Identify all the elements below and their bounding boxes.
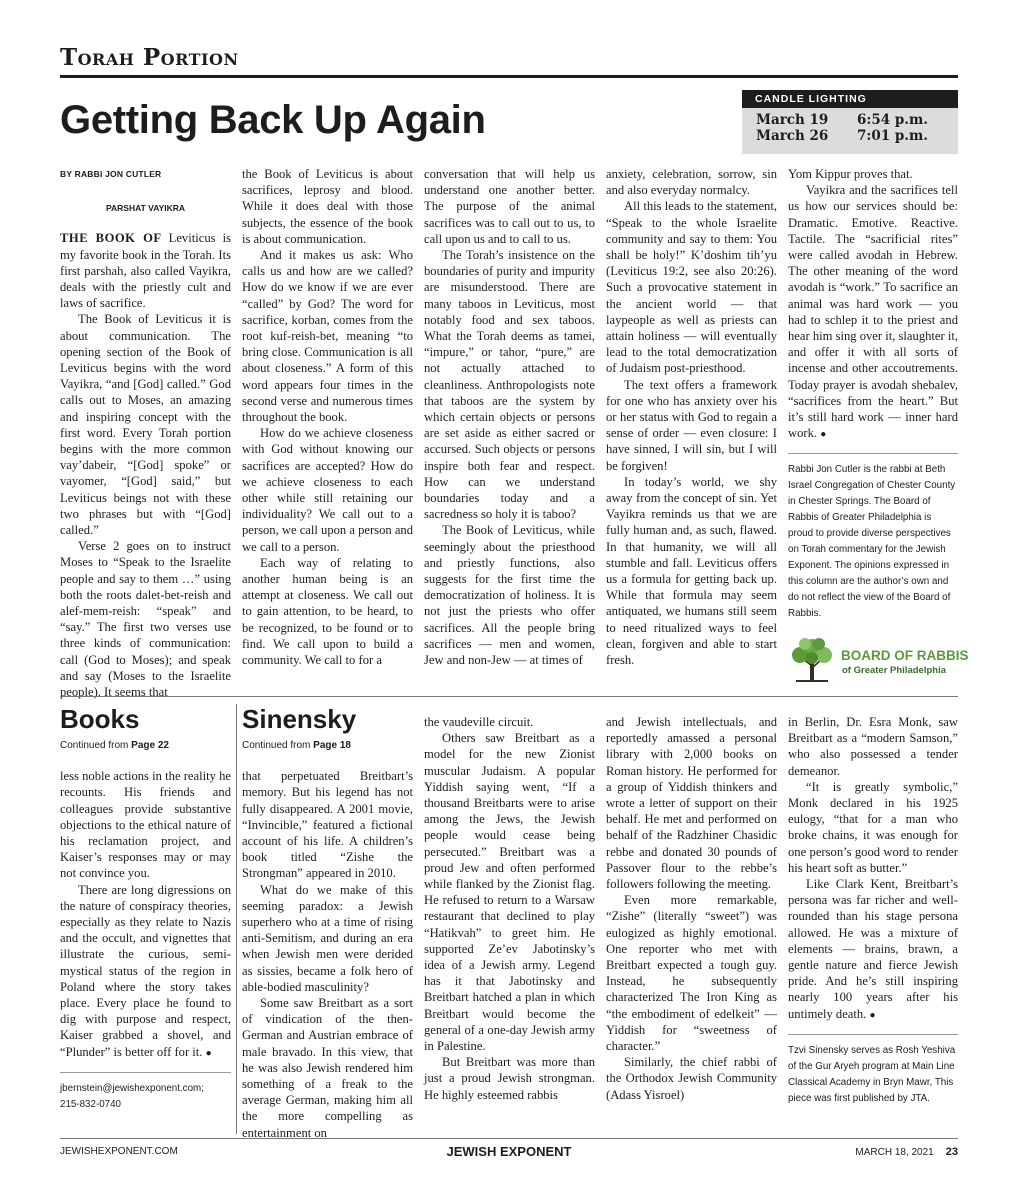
sinensky-paragraph: What do we make of this seeming paradox: a Jewish superhero who at a time of rising anti-Semitism, and during an era when Jewish men were derided as sissies, became a folk hero of able-bodied masculinity? xyxy=(242,882,413,994)
contact-phone: 215-832-0740 xyxy=(60,1098,122,1110)
sinensky-column-1 xyxy=(242,704,413,1141)
sinensky-paragraph: Like Clark Kent, Breitbart’s persona was far richer and well-rounded than his stage persona allowed. He was a mixture of elements — brains, brawn, a gentle nature and fierce Jewish pride. And he’s still inspiring nearly 100 years after his untimely death. ● xyxy=(788,877,958,1021)
candle-row xyxy=(742,112,958,128)
article-paragraph: The Book of Leviticus, while seemingly about the priesthood and priestly functions, also suggests for the first time the democratization of holiness. It is not just the priests who offer sacrifices. All the people bring sacrifices — men and women, Jew and non-Jew — at times of xyxy=(424,523,595,668)
sinensky-paragraph: Others saw Breitbart as a model for the new Zionist muscular Judaism. A popular Yiddish saying went, “If a thousand Breitbarts were to arise among the Jews, the Jewish people would cease being persecuted.” Breitbart was a proud Jew and often performed while flanked by the Zionist flag. He refused to return to a Warsaw restaurant that declined to play “Hatikvah” to greet him. He supported Ze’ev Jabotinsky’s idea of a Jewish army. Legend has it that Jabotinsky and Breitbart hatched a plan in which Breitbart would become the general of a one-day Jewish army in Palestine. xyxy=(424,731,595,1054)
top-rule xyxy=(60,75,958,78)
books-paragraph: less noble actions in the reality he recounts. His friends and colleagues provide substantive objections to the ethical nature of his reclamation project, and Kaiser’s responses may or may not convince you. xyxy=(60,769,231,881)
article-paragraph: In today’s world, we shy away from the concept of sin. Yet Vayikra reminds us that we are fully human and, as such, flawed. In that humanity, we will all stumble and fall. Leviticus offers us a formula for getting back up. While that formula may seem antiquated, we humans still seem to need ritualized ways to feel clean, forgiven and able to start fresh. xyxy=(606,474,777,668)
article-paragraph: conversation that will help us understand one another better. The purpose of the animal sacrifices was to call out to us, to call upon us and to call to us. xyxy=(424,167,595,246)
footer-rule xyxy=(60,1138,958,1139)
parshat-label: PARSHAT VAYIKRA xyxy=(105,203,186,214)
tree-logo-icon xyxy=(786,632,838,684)
sinensky-column-2 xyxy=(424,714,595,1103)
article-paragraph: The text offers a framework for one who has anxiety over his or her status with God to regain a sense of order — even closure: I have sinned, I will sin, but I will be forgiven! xyxy=(606,377,777,473)
candle-row xyxy=(742,128,958,144)
article-paragraph: And it makes us ask: Who calls us and how are we called? How do we know if we are ever “called” by God? The word for sacrifice, korban, comes from the root kuf-reish-bet, meaning “to bring close. Communication is all about closeness.” A form of this word appears four times in the second verse and numerous times throughout the book. xyxy=(242,248,413,425)
candle-time: 7:01 p.m. xyxy=(857,128,928,144)
sinensky-paragraph: Some saw Breitbart as a sort of vindication of the then-German and Austrian embrace of male bravado. In this view, that he was also Jewish rendered him something of a freak to the average German, making him all the more compelling as entertainment on xyxy=(242,996,413,1140)
board-of-rabbis-logo xyxy=(786,632,969,684)
sinensky-author-bio: Tzvi Sinensky serves as Rosh Yeshiva of the Gur Aryeh program at Main Line Classical Academy in Bryn Mawr, This piece was first published by JTA. xyxy=(788,1044,956,1104)
books-continued-from: Continued from Page 22 xyxy=(60,740,169,751)
sinensky-paragraph: that perpetuated Breitbart’s memory. But his legend has not fully disappeared. A 2001 movie, “Invincible,” featured a fictional account of his life. A children’s book titled “Zishe the Strongman” appeared in 2010. xyxy=(242,769,413,881)
article-paragraph: Verse 2 goes on to instruct Moses to “Speak to the Israelite people and say to them …” using both the roots dalet-bet-reish and alef-mem-reish: “speak” and “say.” The first two verses use three kinds of communication: call (God to Moses); and speak and say (Moses to the Israelite people). It seems that xyxy=(60,539,231,700)
sinensky-column-4 xyxy=(788,714,958,1107)
sinensky-paragraph: But Breitbart was more than just a proud Jewish strongman. He highly esteemed rabbis xyxy=(424,1055,595,1102)
section-divider xyxy=(60,696,958,697)
sinensky-paragraph: Similarly, the chief rabbi of the Orthodox Jewish Community (Adass Yisroel) xyxy=(606,1055,777,1102)
article-paragraph: THE BOOK OF Leviticus is my favorite book in the Torah. Its first parshah, also called Vayikra, deals with the priestly cult and laws of sacrifice. xyxy=(60,231,232,311)
footer-publication: JEWISH EXPONENT xyxy=(446,1144,572,1159)
logo-subtitle: of Greater Philadelphia xyxy=(842,665,946,676)
sinensky-continued-from: Continued from Page 18 xyxy=(242,740,351,751)
article-column-1 xyxy=(60,166,231,700)
bio-divider xyxy=(788,1034,958,1035)
article-paragraph: the Book of Leviticus is about sacrifices, leprosy and blood. While it does deal with those subjects, the essence of the book is about communication. xyxy=(242,167,413,246)
books-paragraph: There are long digressions on the nature of conspiracy theories, especially as they relate to Nazis and the occult, and vignettes that illustrate the curious, semi-mystical status of the region in Poland where the story takes place. Every place he found to dig with purpose and respect, Kaiser grabbed a shovel, and “Plunder” is better off for it. ● xyxy=(60,882,231,1059)
footer-date: MARCH 18, 2021 xyxy=(855,1147,934,1158)
candle-date: March 26 xyxy=(756,128,829,144)
sinensky-paragraph: and Jewish intellectuals, and reportedly amassed a personal library with 2,000 books on Roman history. He performed for a group of Yiddish thinkers and wrote a letter of support on their behalf. He met and performed on behalf of the Radzhiner Chasidic rebbe and donated 30 pounds of Passover flour to the rebbe’s followers following the meeting. xyxy=(606,715,777,892)
candle-time: 6:54 p.m. xyxy=(857,112,928,128)
sinensky-paragraph: the vaudeville circuit. xyxy=(424,715,534,729)
end-mark: ● xyxy=(869,1009,876,1021)
candle-lighting-box xyxy=(742,90,958,154)
article-column-5 xyxy=(788,166,958,622)
books-column xyxy=(60,704,231,1113)
sinensky-paragraph: Even more remarkable, “Zishe” (literally “sweet”) was eulogized as highly emotional. One reporter who met with Breitbart expected a tough guy. Instead, he subsequently characterized The Iron King as “the embodiment of edelkeit” — Yiddish for “sweetness of character.” xyxy=(606,893,777,1054)
candle-lighting-title: CANDLE LIGHTING xyxy=(742,90,958,108)
end-mark: ● xyxy=(820,429,827,441)
sinensky-paragraph: “It is greatly symbolic,” Monk declared in his 1925 eulogy, “that for a man who broke chains, it was enough for one person’s good word to render his heart soft as butter.” xyxy=(788,779,958,875)
footer-date-page xyxy=(855,1146,958,1158)
article-paragraph: Vayikra and the sacrifices tell us how our services should be: Dramatic. Emotive. Reactive. Tactile. The “sacrificial rites” were called avodah in Hebrew. The other meaning of the word avodah is “work.” To sacrifice an animal was hard work — you had to schlep it to the priest and hear him sing over it, slaughter it, and offer it with all sorts of incense and other accoutrements. Today prayer is avodah shebalev, “sacrifices from the heart.” But it’s still hard work — inner hard work. ● xyxy=(788,183,958,441)
article-paragraph: Each way of relating to another human being is an attempt at closeness. We call out to gain attention, to be heard, to be recognized, to be found or to find. We call upon to build a community. We call to for a xyxy=(242,555,413,668)
contact-divider xyxy=(60,1072,231,1073)
column-divider xyxy=(236,704,237,1134)
page-number: 23 xyxy=(945,1146,958,1158)
sinensky-paragraph: in Berlin, Dr. Esra Monk, saw Breitbart as a “modern Samson,” who also possessed a tender demeanor. xyxy=(788,715,958,778)
section-label: Torah Portion xyxy=(60,44,239,71)
article-paragraph: All this leads to the statement, “Speak to the whole Israelite community and say to them: You shall be holy!” K’doshim tih’yu (Leviticus 19:2, see also 20:26). Such a provocative statement in the ancient world — that laypeople as well as priests can attain holiness — will eventually lead to the total democratization of Judaism post-priesthood. xyxy=(606,199,777,376)
sinensky-heading: Sinensky xyxy=(242,704,357,734)
footer-website: JEWISHEXPONENT.COM xyxy=(60,1146,178,1157)
end-mark: ● xyxy=(205,1047,212,1059)
author-bio: Rabbi Jon Cutler is the rabbi at Beth Israel Congregation of Chester County in Chester Springs. The Board of Rabbis of Greater Philadelphia is proud to provide diverse perspectives on Torah commentary for the Jewish Exponent. The opinions expressed in this column are the author’s own and do not reflect the view of the Board of Rabbis. xyxy=(788,464,956,620)
article-column-2 xyxy=(242,166,413,668)
article-paragraph: The Book of Leviticus it is about communication. The opening section of the Book of Leviticus begins with the word Vayikra, “and [God] called.” God calls out to Moses, an amazing and inspiring concept with the first word. Every Torah portion begins with the more common vay’dabeir, “[God] spoke” or vayomer, “[God] said,” but Leviticus beings not with these two phrases but with “[God] called.” xyxy=(60,312,231,538)
article-column-4 xyxy=(606,166,777,668)
article-paragraph: The Torah’s insistence on the boundaries of purity and impurity are misunderstood. There are many taboos in Leviticus, most notably food and sex taboos. What the Torah deems as tamei, “impure,” or tahor, “pure,” are not actually attached to cleanliness. Anthropologists note that taboos are the system by which certain objects or persons are set aside as either sacred or accursed. Such objects or persons inspire both fear and respect. How can we understand boundaries today and a sacredness so holy it is taboo? xyxy=(424,248,595,522)
article-paragraph: Yom Kippur proves that. xyxy=(788,167,913,181)
article-paragraph: How do we achieve closeness with God without knowing our sacrifices are accepted? How do we achieve closeness to each other while still retaining our individuality? We call out to a person, we call upon a person and we call to a person. xyxy=(242,426,414,554)
article-column-3 xyxy=(424,166,595,668)
logo-title: BOARD OF RABBIS xyxy=(841,648,969,663)
headline: Getting Back Up Again xyxy=(60,98,486,142)
books-heading: Books xyxy=(60,704,140,734)
bio-divider xyxy=(788,453,958,454)
article-paragraph: anxiety, celebration, sorrow, sin and also everyday normalcy. xyxy=(606,167,777,198)
byline: BY RABBI JON CUTLER xyxy=(60,169,162,179)
sinensky-column-3 xyxy=(606,714,777,1103)
lead-caps: THE BOOK OF xyxy=(60,231,162,246)
contact-email: jbernstein@jewishexponent.com; xyxy=(60,1082,204,1094)
candle-date: March 19 xyxy=(756,112,829,128)
